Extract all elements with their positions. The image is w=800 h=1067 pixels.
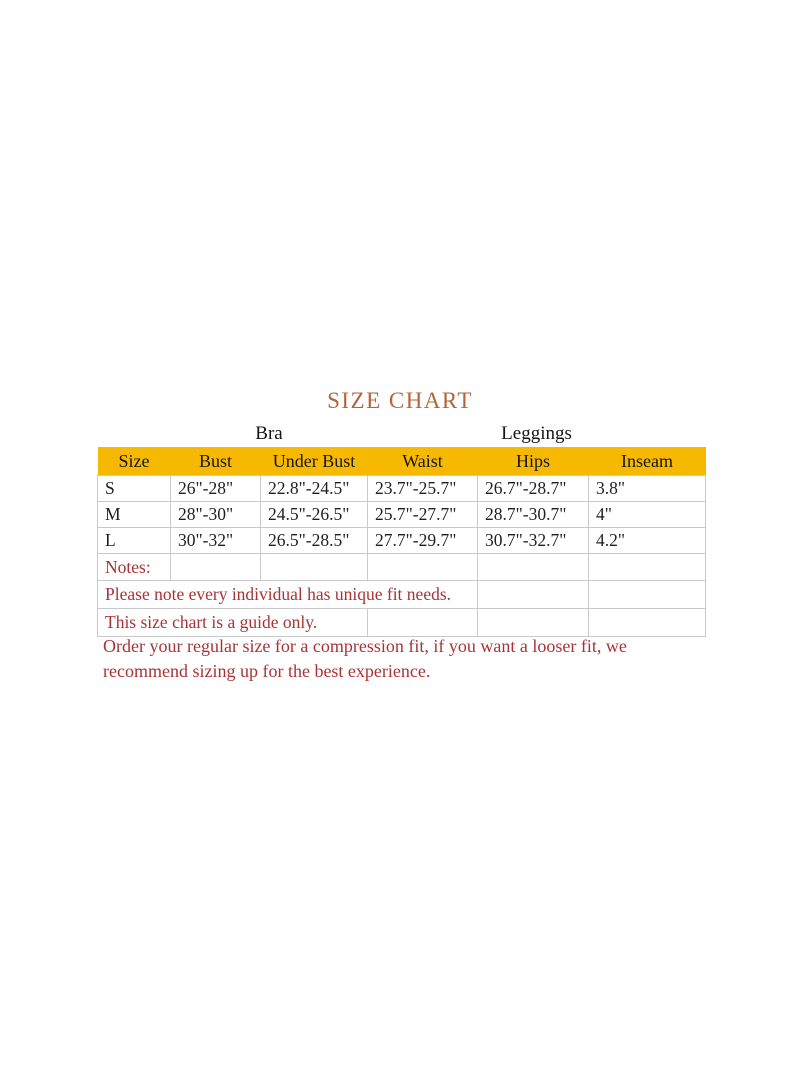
cell-l-bust: 30"-32": [171, 528, 261, 554]
group-header-row: [98, 420, 706, 447]
cell-m-waist: 25.7"-27.7": [368, 502, 478, 528]
cell-s-size: S: [98, 476, 171, 502]
cell-s-inseam: 3.8": [589, 476, 706, 502]
column-header-under-bust: Under Bust: [261, 447, 368, 476]
footer-note: [103, 634, 688, 684]
size-chart-table: [97, 420, 706, 637]
column-header-size: Size: [98, 447, 171, 476]
note-text-1: Please note every individual has unique fit needs.: [98, 581, 478, 609]
note-text-2: This size chart is a guide only.: [98, 609, 368, 637]
column-header-row: [98, 447, 706, 476]
cell-m-inseam: 4": [589, 502, 706, 528]
cell-s-bust: 26"-28": [171, 476, 261, 502]
group-header-bra: Bra: [171, 420, 368, 447]
cell-l-hips: 30.7"-32.7": [478, 528, 589, 554]
empty-cell: [589, 581, 706, 609]
empty-cell: [589, 609, 706, 637]
notes-label-row: [98, 554, 706, 581]
column-header-bust: Bust: [171, 447, 261, 476]
cell-s-waist: 23.7"-25.7": [368, 476, 478, 502]
empty-cell: [478, 609, 589, 637]
cell-l-inseam: 4.2": [589, 528, 706, 554]
cell-m-under-bust: 24.5"-26.5": [261, 502, 368, 528]
table-row-l: [98, 528, 706, 554]
empty-cell: [261, 554, 368, 581]
table-row-m: [98, 502, 706, 528]
column-header-hips: Hips: [478, 447, 589, 476]
column-header-waist: Waist: [368, 447, 478, 476]
footer-note-line-2: recommend sizing up for the best experience.: [103, 661, 431, 681]
column-header-inseam: Inseam: [589, 447, 706, 476]
empty-cell: [368, 554, 478, 581]
empty-cell: [478, 581, 589, 609]
empty-cell: [368, 609, 478, 637]
cell-m-bust: 28"-30": [171, 502, 261, 528]
cell-m-hips: 28.7"-30.7": [478, 502, 589, 528]
notes-label: Notes:: [98, 554, 171, 581]
empty-cell: [98, 420, 171, 447]
note-row-1: [98, 581, 706, 609]
cell-l-waist: 27.7"-29.7": [368, 528, 478, 554]
group-header-leggings: Leggings: [368, 420, 706, 447]
cell-s-hips: 26.7"-28.7": [478, 476, 589, 502]
note-row-2: [98, 609, 706, 637]
empty-cell: [171, 554, 261, 581]
cell-s-under-bust: 22.8"-24.5": [261, 476, 368, 502]
page-title: SIZE CHART: [327, 388, 473, 413]
footer-note-line-1: Order your regular size for a compression fit, if you want a looser fit, we: [103, 636, 627, 656]
empty-cell: [478, 554, 589, 581]
cell-l-under-bust: 26.5"-28.5": [261, 528, 368, 554]
empty-cell: [589, 554, 706, 581]
cell-m-size: M: [98, 502, 171, 528]
cell-l-size: L: [98, 528, 171, 554]
table-row-s: [98, 476, 706, 502]
